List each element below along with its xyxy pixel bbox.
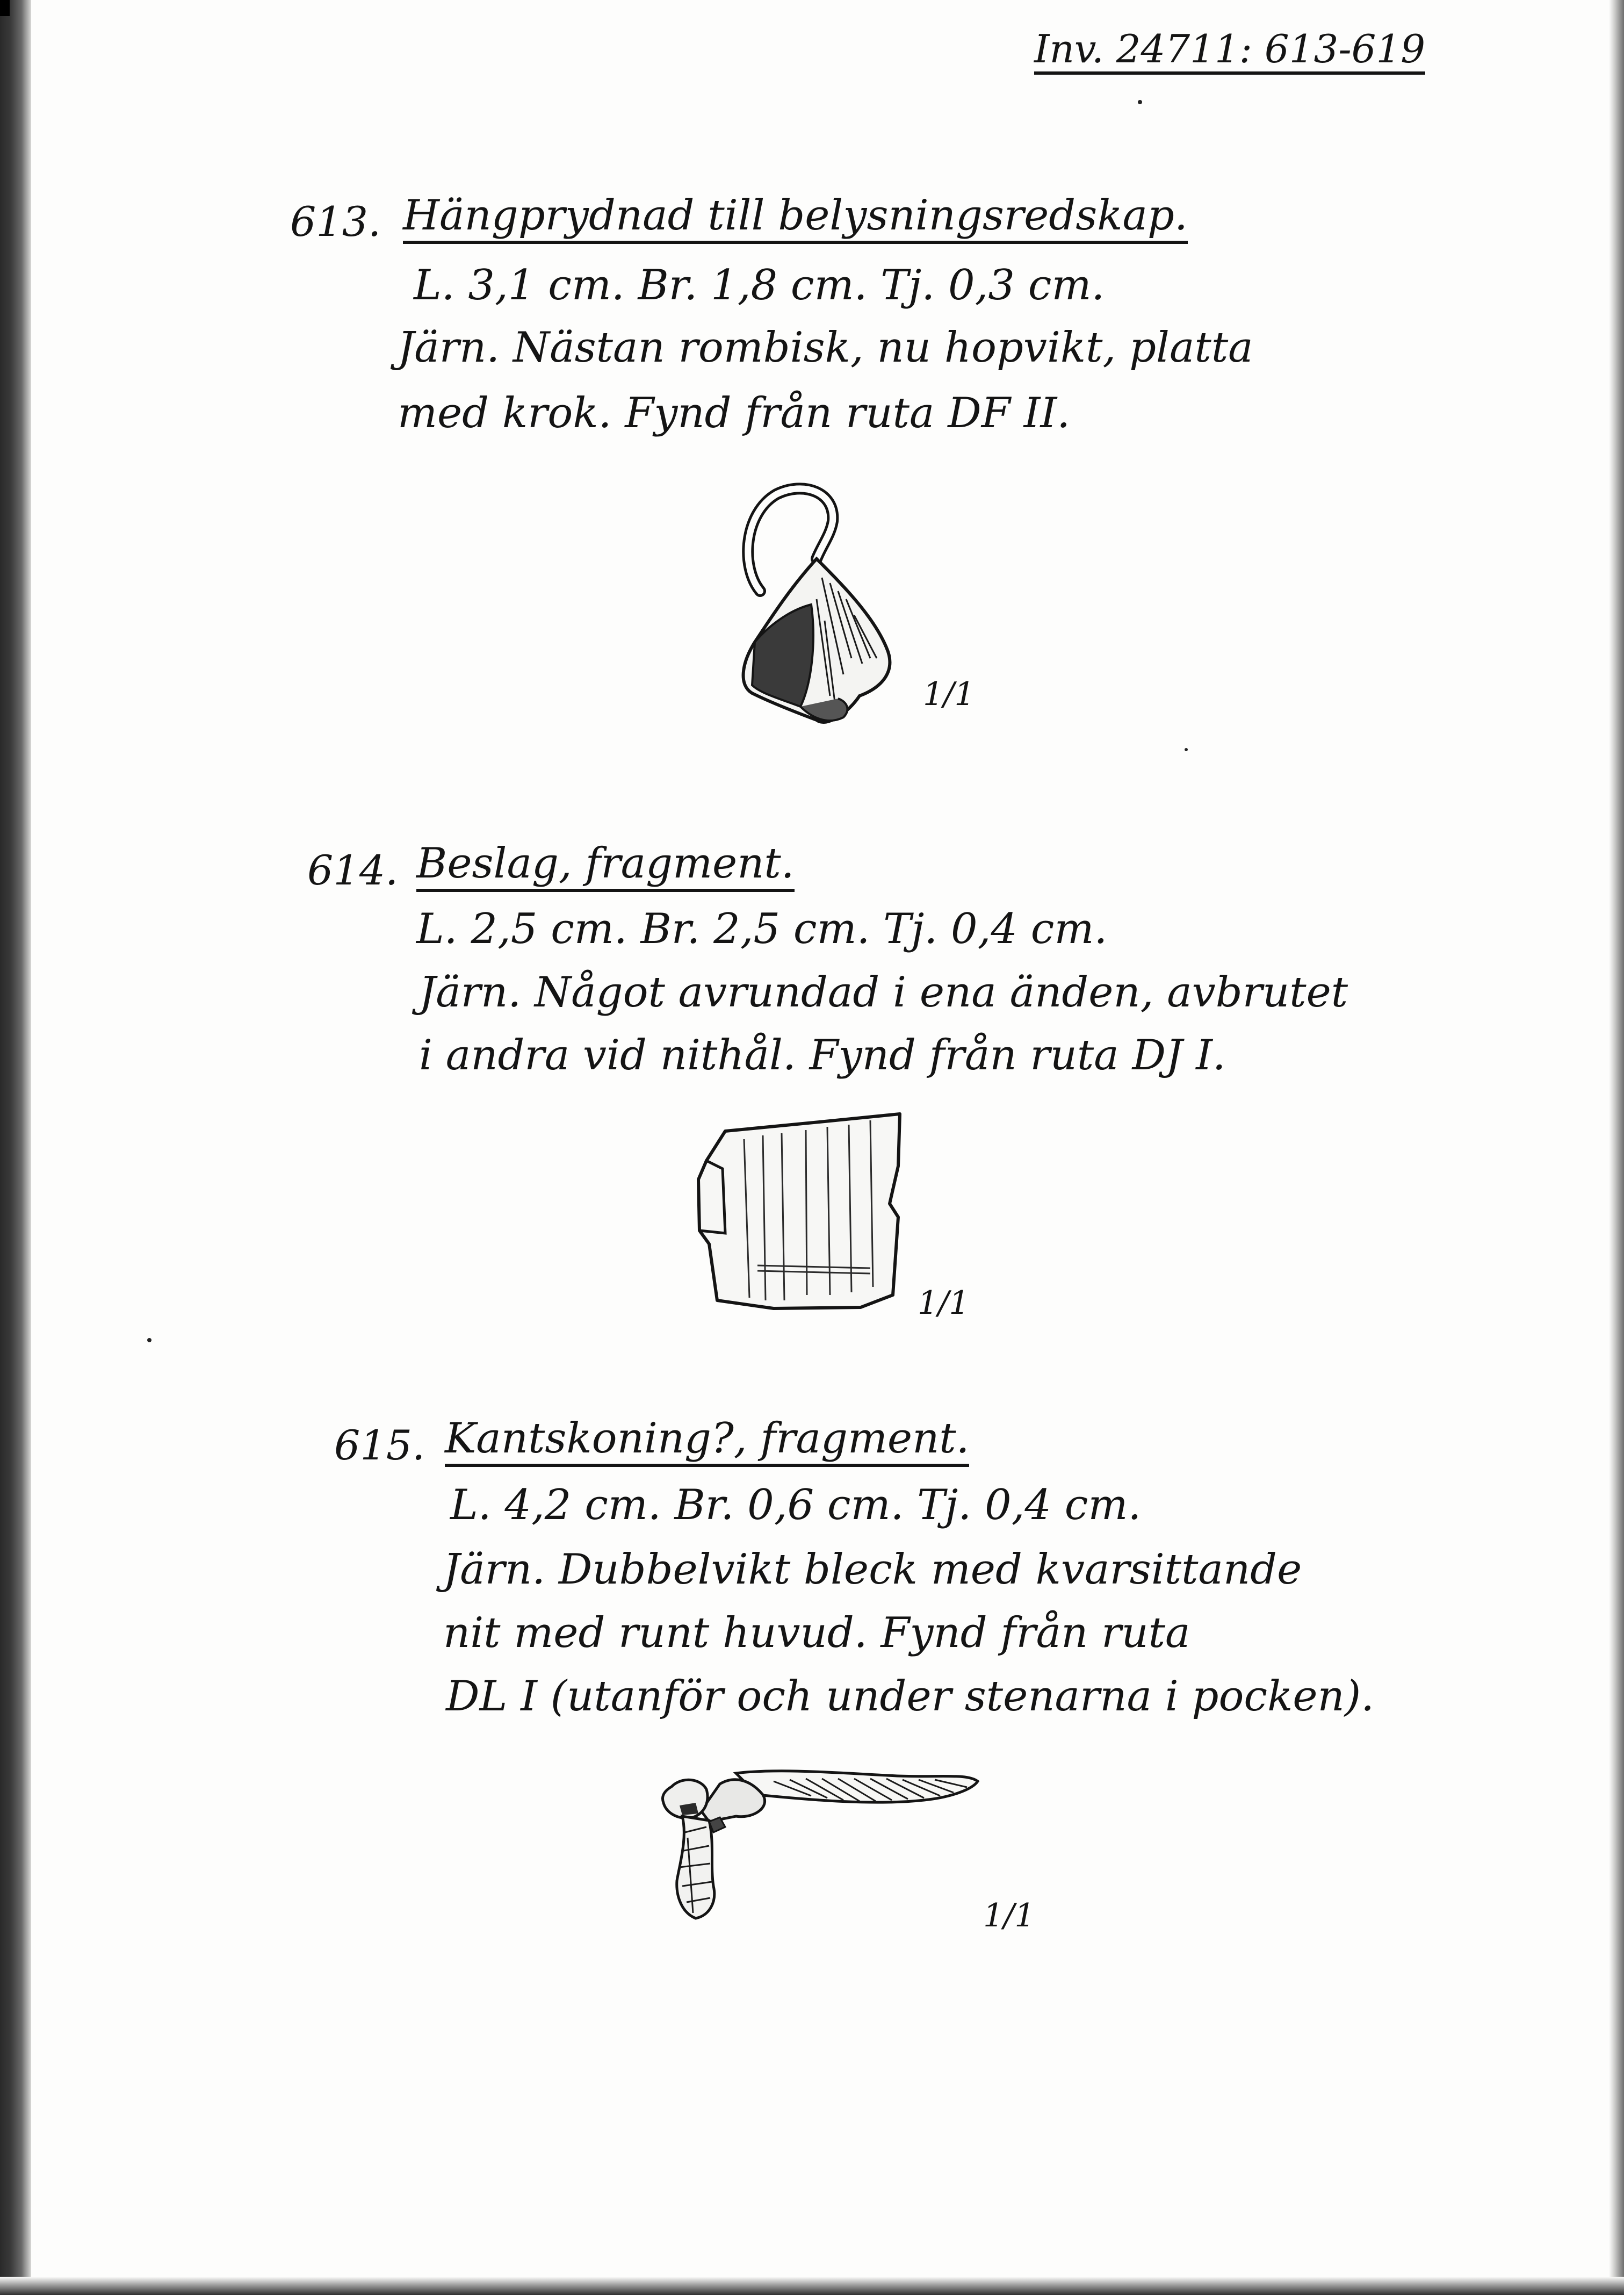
book-binding-edge bbox=[0, 0, 31, 2295]
scale-note: 1/1 bbox=[923, 675, 975, 713]
ink-speck bbox=[1138, 100, 1142, 104]
inventory-reference: Inv. 24711: 613-619 bbox=[1034, 30, 1425, 75]
page-bottom-edge bbox=[0, 2277, 1624, 2295]
entry-description-line: med krok. Fynd från ruta DF II. bbox=[398, 389, 1071, 437]
entry-measurements: L. 2,5 cm. Br. 2,5 cm. Tj. 0,4 cm. bbox=[416, 905, 1108, 953]
entry-number: 613. bbox=[290, 198, 381, 246]
entry-description-line: i andra vid nithål. Fynd från ruta DJ I. bbox=[419, 1031, 1226, 1080]
iron-hook-pendant-drawing bbox=[736, 481, 897, 733]
scale-note: 1/1 bbox=[983, 1897, 1035, 1934]
entry-description-line: nit med runt huvud. Fynd från ruta bbox=[443, 1609, 1190, 1657]
edge-binding-fragment-drawing bbox=[650, 1757, 983, 1940]
entry-measurements: L. 3,1 cm. Br. 1,8 cm. Tj. 0,3 cm. bbox=[414, 261, 1105, 310]
ink-speck bbox=[147, 1338, 151, 1342]
entry-description-line: Järn. Nästan rombisk, nu hopvikt, platta bbox=[398, 323, 1253, 372]
entry-description-line: Järn. Något avrundad i ena änden, avbrutet bbox=[419, 968, 1348, 1017]
entry-description-line: DL I (utanför och under stenarna i pocken). bbox=[446, 1672, 1374, 1721]
entry-title: Kantskoning?, fragment. bbox=[445, 1418, 969, 1467]
entry-measurements: L. 4,2 cm. Br. 0,6 cm. Tj. 0,4 cm. bbox=[450, 1481, 1142, 1529]
iron-fitting-fragment-drawing bbox=[693, 1110, 903, 1319]
entry-number: 615. bbox=[334, 1421, 425, 1469]
scale-note: 1/1 bbox=[918, 1284, 970, 1322]
ink-speck bbox=[1185, 748, 1188, 751]
entry-description-line: Järn. Dubbelvikt bleck med kvarsittande bbox=[443, 1545, 1302, 1594]
entry-title: Beslag, fragment. bbox=[416, 843, 795, 892]
entry-number: 614. bbox=[307, 846, 399, 894]
entry-title: Hängprydnad till belysningsredskap. bbox=[403, 195, 1188, 244]
scan-corner-mark bbox=[0, 0, 10, 16]
page-right-edge bbox=[1609, 0, 1624, 2295]
